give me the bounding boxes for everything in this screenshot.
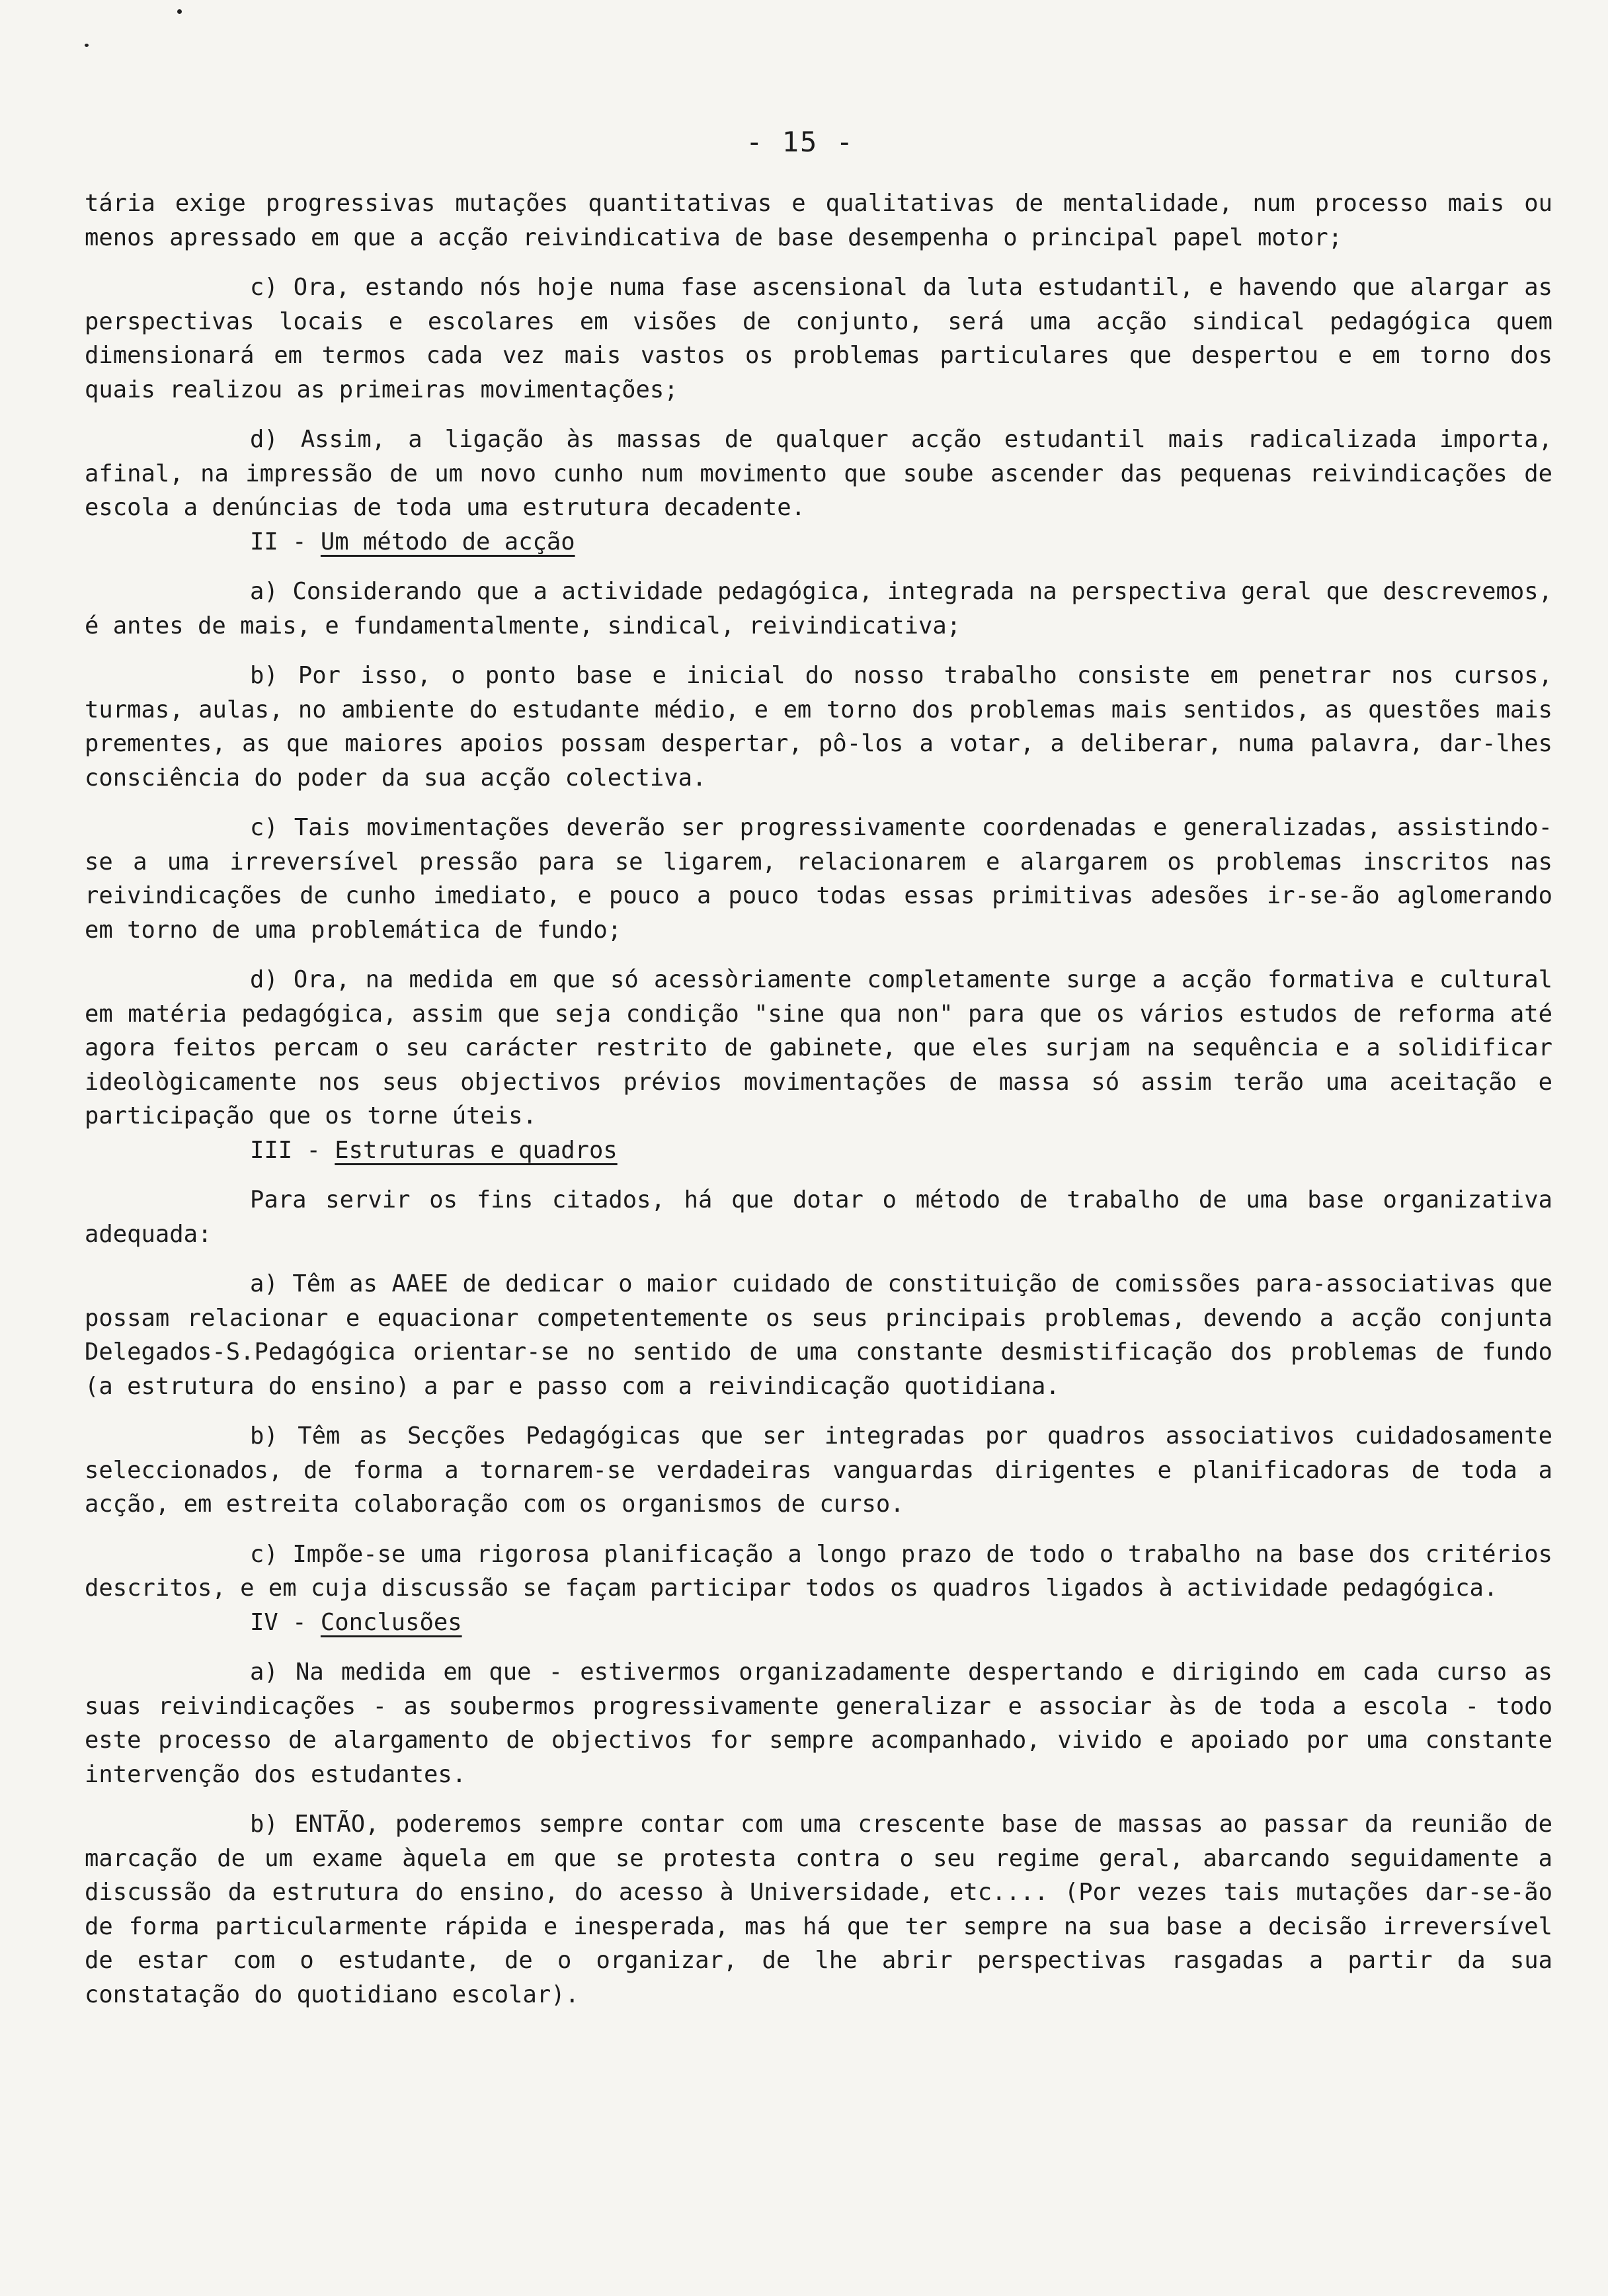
section-title: Conclusões — [320, 1608, 462, 1636]
paragraph-item-c: c) Tais movimentações deverão ser progressivamente coordenadas e generalizadas, assistindo-se a uma irreversível pressão para se ligarem, relacionarem e alargarem os problemas inscritos nas reivindicações de cunho imediato, e pouco a pouco todas essas primitivas adesões ir-se-ão aglomerando em torno de uma problemática de fundo; — [85, 814, 1552, 944]
paragraph-item-d: d) Ora, na medida em que só acessòriamente completamente surge a acção formativa e cultural em matéria pedagógica, assim que seja condição "sine qua non" para que os vários estudos de reforma até agora feitos percam o seu carácter restrito de gabinete, que eles surjam na sequência e a solidificar ideològicamente nos seus objectivos prévios movimentações de massa só assim terão uma aceitação e participação que os torne úteis. — [85, 966, 1552, 1129]
paragraph-item-a: a) Têm as AAEE de dedicar o maior cuidado de constituição de comissões para-associativas que possam relacionar e equacionar competentemente os seus principais problemas, devendo a acção conjunta Delegados-S.Pedagógica orientar-se no sentido de uma constante desmistificação dos problemas de fundo (a estrutura do ensino) a par e passo com a reivindicação quotidiana. — [85, 1270, 1552, 1400]
section-number: III - — [250, 1136, 321, 1164]
paragraph-item-a: a) Na medida em que - estivermos organizadamente despertando e dirigindo em cada curso as suas reivindicações - as soubermos progressivamente generalizar e associar às de toda a escola - todo este processo de alargamento de objectivos for sempre acompanhado, vivido e apoiado por uma constante intervenção dos estudantes. — [85, 1659, 1552, 1788]
paragraph-item-d: d) Assim, a ligação às massas de qualquer acção estudantil mais radicalizada importa, afinal, na impressão de um novo cunho num movimento que soube ascender das pequenas reivindicações de escola a denúncias de toda uma estrutura decadente. — [85, 426, 1552, 521]
paragraph-item-c: c) Ora, estando nós hoje numa fase ascensional da luta estudantil, e havendo que alargar as perspectivas locais e escolares em visões de conjunto, será uma acção sindical pedagógica quem dimensionará em termos cada vez mais vastos os problemas particulares que despertou e em torno dos quais realizou as primeiras movimentações; — [85, 274, 1552, 403]
paragraph-item-b: b) Por isso, o ponto base e inicial do nosso trabalho consiste em penetrar nos cursos, turmas, aulas, no ambiente do estudante médio, e em torno dos problemas mais sentidos, as questões mais prementes, as que maiores apoios possam despertar, pô-los a votar, a deliberar, numa palavra, dar-lhes consciência do poder da sua acção colectiva. — [85, 662, 1552, 792]
page-number: - 15 - — [746, 126, 854, 158]
section-title: Estruturas e quadros — [335, 1136, 618, 1164]
section-number: II - — [250, 528, 307, 555]
section-number: IV - — [250, 1608, 307, 1636]
section-heading-ii — [250, 525, 1552, 559]
paragraph-item-c: c) Impõe-se uma rigorosa planificação a longo prazo de todo o trabalho na base dos critérios descritos, e em cuja discussão se façam participar todos os quadros ligados à actividade pedagógica. — [85, 1540, 1552, 1602]
paragraph-continuation: tária exige progressivas mutações quantitativas e qualitativas de mentalidade, num processo mais ou menos apressado em que a acção reivindicativa de base desempenha o principal papel motor; — [85, 190, 1552, 251]
document-body — [85, 186, 1552, 2012]
ink-speck — [177, 9, 182, 14]
paragraph-item-a: a) Considerando que a actividade pedagógica, integrada na perspectiva geral que descrevemos, é antes de mais, e fundamentalmente, sindical, reivindicativa; — [85, 578, 1552, 639]
paragraph-item-b: b) Têm as Secções Pedagógicas que ser integradas por quadros associativos cuidadosamente seleccionados, de forma a tornarem-se verdadeiras vanguardas dirigentes e planificadoras de toda a acção, em estreita colaboração com os organismos de curso. — [85, 1422, 1552, 1518]
section-heading-iii — [250, 1133, 1552, 1168]
paragraph-intro: Para servir os fins citados, há que dotar o método de trabalho de uma base organizativa adequada: — [85, 1186, 1552, 1248]
section-title: Um método de acção — [320, 528, 575, 555]
section-heading-iv — [250, 1606, 1552, 1640]
paragraph-item-b: b) ENTÃO, poderemos sempre contar com uma crescente base de massas ao passar da reunião de marcação de um exame àquela em que se protesta contra o seu regime geral, abarcando seguidamente a discussão da estrutura do ensino, do acesso à Universidade, etc.... (Por vezes tais mutações dar-se-ão de forma particularmente rápida e inesperada, mas há que ter sempre na sua base a decisão irreversível de estar com o estudante, de o organizar, de lhe abrir perspectivas rasgadas a partir da sua constatação do quotidiano escolar). — [85, 1811, 1552, 2008]
ink-speck — [85, 44, 89, 47]
